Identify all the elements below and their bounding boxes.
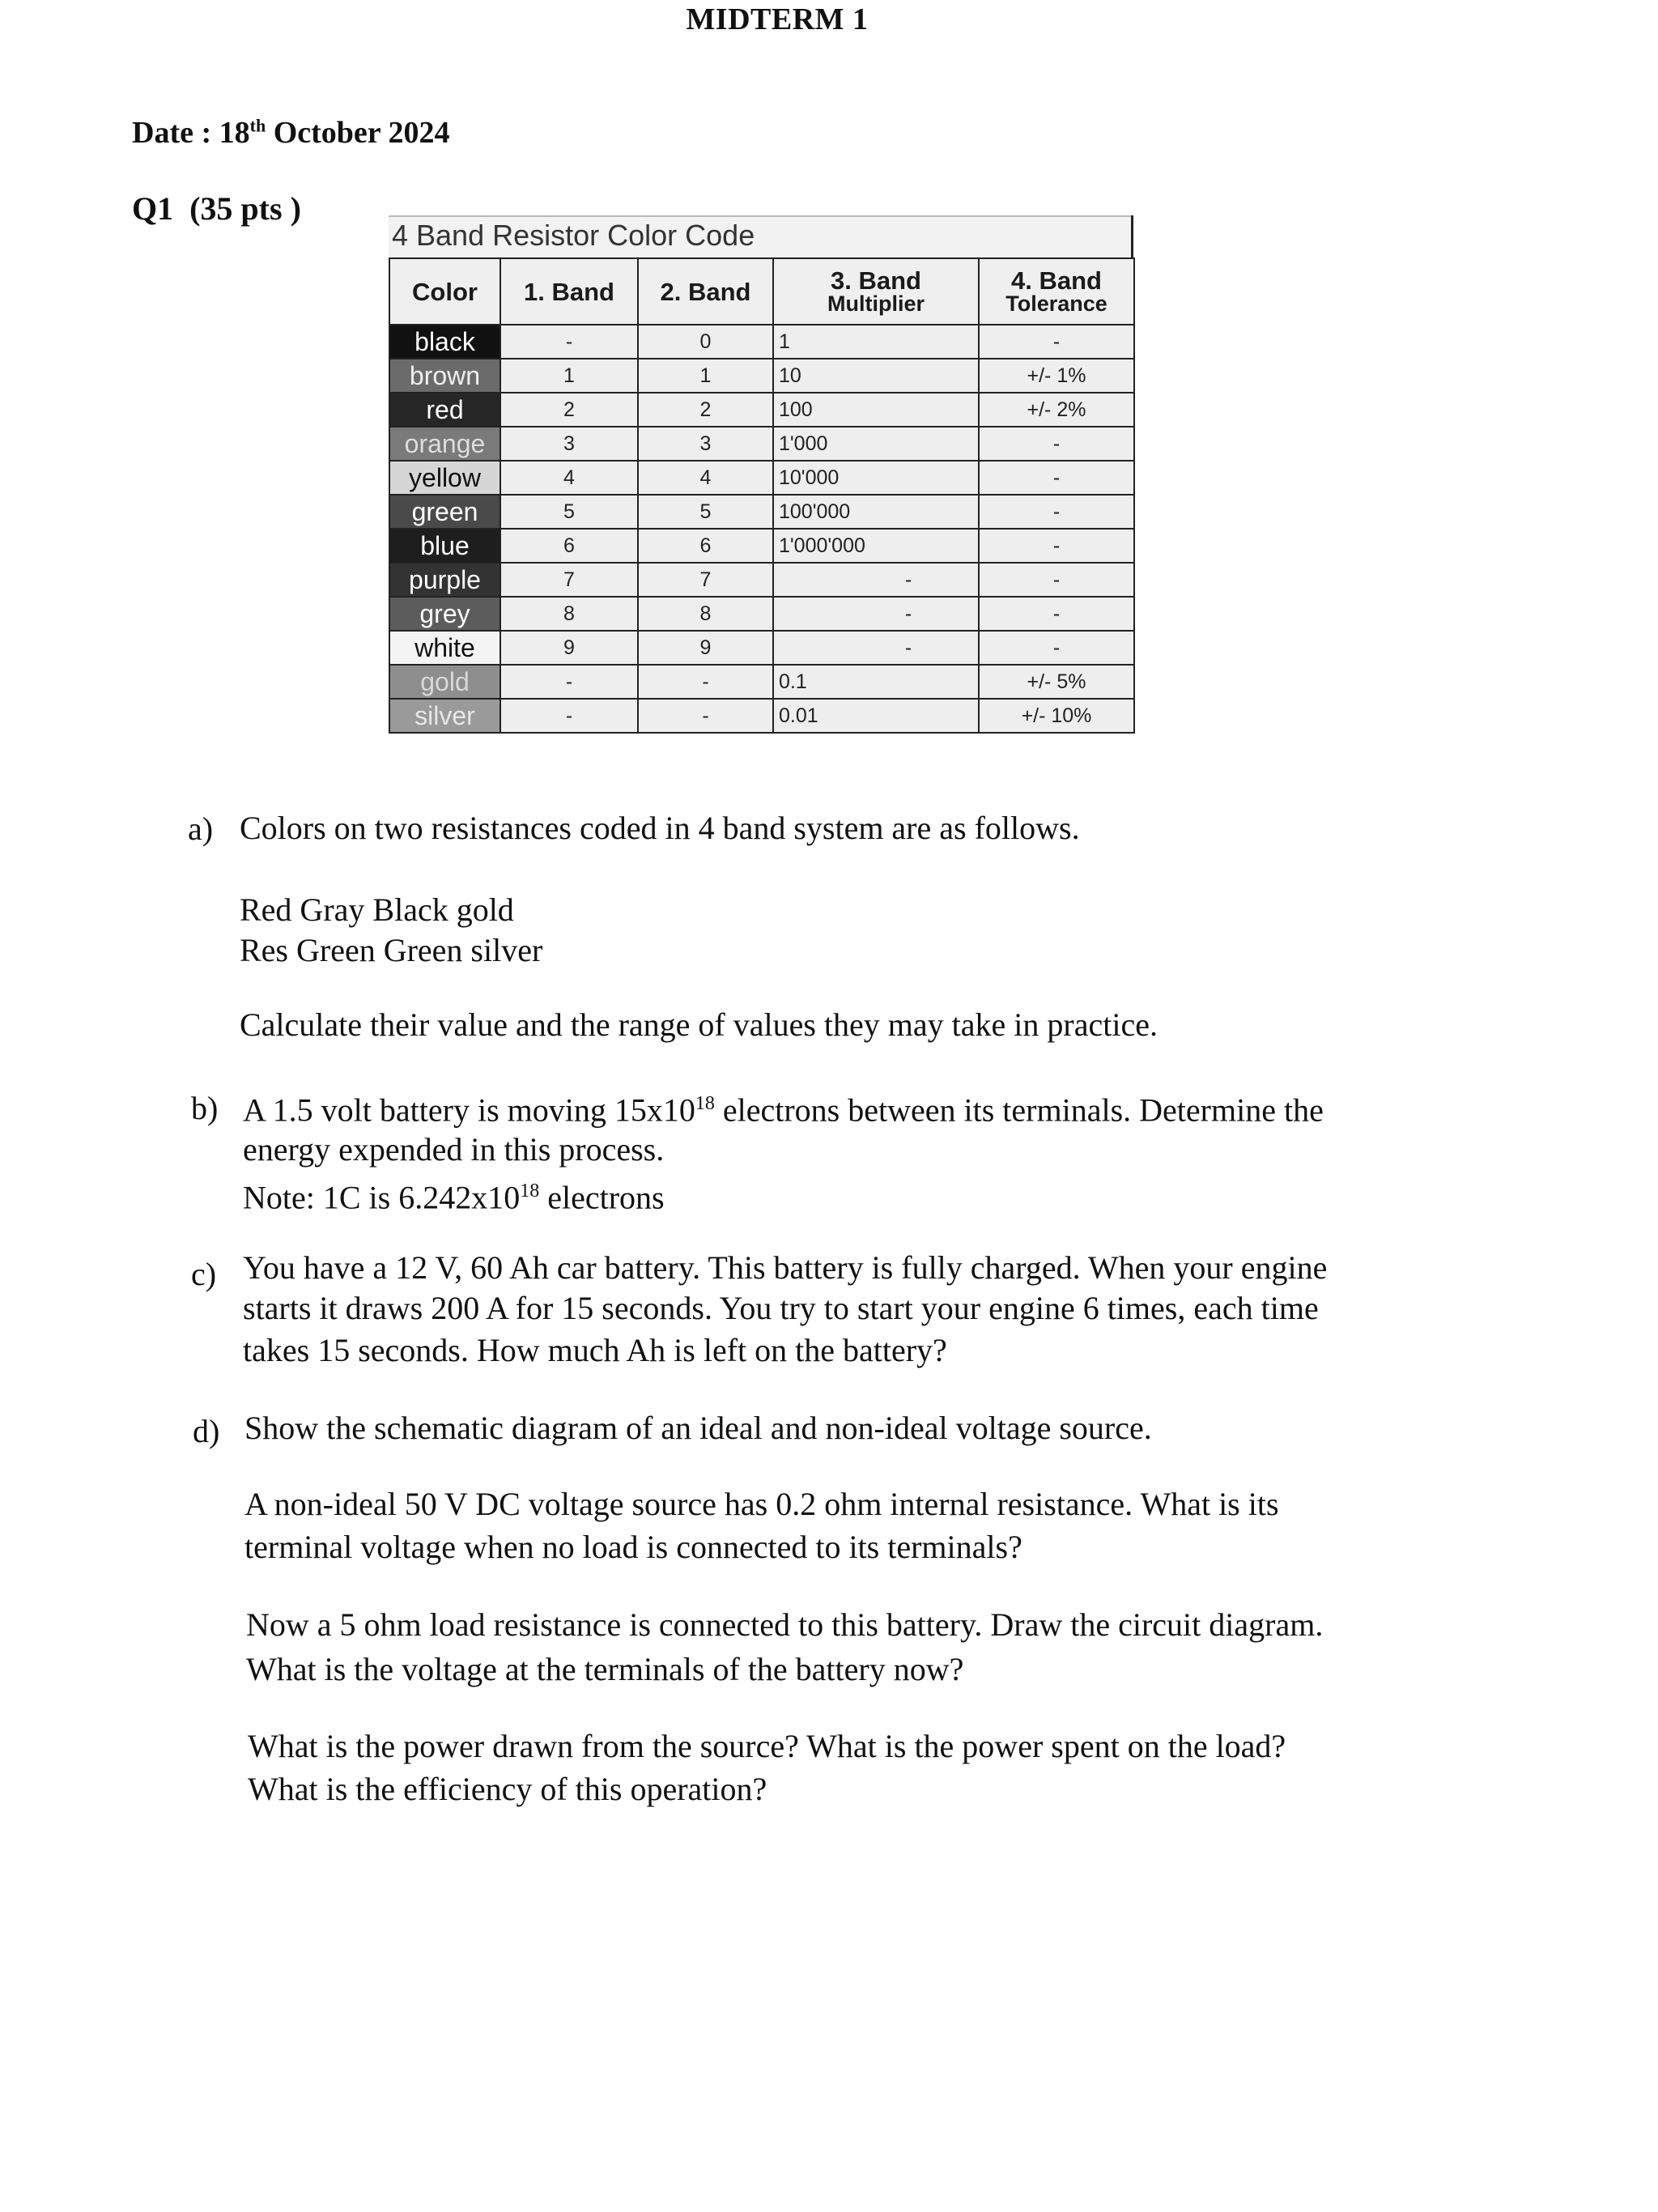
multiplier-cell: 100 [773,393,979,427]
multiplier-cell: 10'000 [773,461,979,495]
tolerance-cell: +/- 1% [979,359,1134,393]
band2-cell: - [638,665,773,699]
header-band3-sub: Multiplier [827,291,925,316]
band1-cell: 2 [500,393,638,427]
table-row [389,495,1134,529]
tolerance-cell: - [979,631,1134,665]
question-d-p3-line1: Now a 5 ohm load resistance is connected to this battery. Draw the circuit diagram. [246,1606,1324,1643]
question-d-p3-line2: What is the voltage at the terminals of the battery now? [246,1651,964,1687]
band2-cell: 9 [638,631,773,665]
question-b-line1 [243,1082,1324,1132]
header-color: Color [389,258,500,325]
question-b-line1-a: A 1.5 volt battery is moving 15x10 [243,1091,695,1129]
tolerance-cell: - [979,529,1134,563]
band2-cell: 0 [638,325,773,359]
table-row [389,393,1134,427]
tolerance-cell: - [979,427,1134,461]
resistor-color-code-table [389,215,1133,734]
question-d-p4-line1: What is the power drawn from the source? What is the power spent on the load? [248,1728,1286,1764]
tolerance-cell: +/- 10% [979,699,1134,733]
header-band4 [979,258,1134,325]
exam-date [132,115,449,151]
question-b-line3-a: Note: 1C is 6.242x10 [243,1179,521,1216]
tolerance-cell: - [979,597,1134,631]
header-band4-sub: Tolerance [1005,291,1107,316]
band1-cell: 7 [500,563,638,597]
color-name-cell: brown [389,359,500,393]
band2-cell: 7 [638,563,773,597]
page-title: MIDTERM 1 [686,2,869,36]
multiplier-cell: 1'000 [773,427,979,461]
table-row [389,359,1134,393]
multiplier-cell: 100'000 [773,495,979,529]
table-row [389,529,1134,563]
band1-cell: 6 [500,529,638,563]
question-d-p4-line2: What is the efficiency of this operation? [248,1771,767,1807]
question-b-line1-b: electrons between its terminals. Determine the [714,1091,1324,1129]
band1-cell: - [500,325,638,359]
table-row [389,597,1134,631]
question-b-line1-exp: 18 [695,1093,715,1114]
exam-date-ordinal: th [249,115,266,136]
band1-cell: 3 [500,427,638,461]
color-name-cell: grey [389,597,500,631]
color-name-cell: blue [389,529,500,563]
multiplier-cell: 10 [773,359,979,393]
table-row [389,665,1134,699]
multiplier-cell: - [773,631,979,665]
color-name-cell: green [389,495,500,529]
header-band1: 1. Band [500,258,638,325]
question-label: Q1 (35 pts ) [132,190,301,227]
color-name-cell: white [389,631,500,665]
band2-cell: 1 [638,359,773,393]
question-a-line1: Colors on two resistances coded in 4 band system are as follows. [240,810,1080,846]
question-d-p2-line2: terminal voltage when no load is connected to its terminals? [244,1529,1022,1565]
tolerance-cell: - [979,461,1134,495]
question-b-line3 [243,1169,665,1219]
table-row [389,699,1134,733]
question-d-label: d) [193,1413,220,1449]
band2-cell: 4 [638,461,773,495]
band2-cell: 6 [638,529,773,563]
question-b-line3-b: electrons [539,1179,665,1216]
question-a-code1: Red Gray Black gold [240,891,514,928]
color-name-cell: purple [389,563,500,597]
table-header-row [389,258,1134,325]
table-title: 4 Band Resistor Color Code [392,219,755,252]
exam-date-prefix: Date : 18 [132,116,250,150]
table-row [389,325,1134,359]
tolerance-cell: - [979,563,1134,597]
question-b-line2: energy expended in this process. [243,1131,665,1168]
color-name-cell: silver [389,699,500,733]
question-c-label: c) [191,1256,217,1292]
band1-cell: - [500,665,638,699]
resistor-table-grid [389,257,1135,734]
header-band2: 2. Band [638,258,773,325]
band1-cell: 5 [500,495,638,529]
question-b-line3-exp: 18 [520,1180,540,1202]
header-band3-title: 3. Band [831,266,921,295]
question-a-code2: Res Green Green silver [240,932,543,968]
question-d-p2-line1: A non-ideal 50 V DC voltage source has 0.2 ohm internal resistance. What is its [244,1486,1279,1522]
color-name-cell: gold [389,665,500,699]
question-c-line1: You have a 12 V, 60 Ah car battery. This battery is fully charged. When your engine [243,1249,1328,1286]
band2-cell: 8 [638,597,773,631]
question-c-line3: takes 15 seconds. How much Ah is left on the battery? [243,1332,947,1368]
tolerance-cell: +/- 2% [979,393,1134,427]
multiplier-cell: 0.1 [773,665,979,699]
band1-cell: 4 [500,461,638,495]
exam-date-suffix: October 2024 [266,116,450,150]
multiplier-cell: - [773,563,979,597]
header-band4-title: 4. Band [1011,266,1102,295]
question-a-label: a) [188,810,214,847]
band2-cell: 5 [638,495,773,529]
tolerance-cell: - [979,325,1134,359]
table-row [389,427,1134,461]
question-a-line2: Calculate their value and the range of values they may take in practice. [240,1006,1158,1043]
color-name-cell: orange [389,427,500,461]
multiplier-cell: - [773,597,979,631]
tolerance-cell: - [979,495,1134,529]
table-row [389,563,1134,597]
question-d-line1: Show the schematic diagram of an ideal and non-ideal voltage source. [244,1410,1152,1446]
color-name-cell: red [389,393,500,427]
multiplier-cell: 1'000'000 [773,529,979,563]
color-name-cell: yellow [389,461,500,495]
table-row [389,631,1134,665]
band2-cell: - [638,699,773,733]
multiplier-cell: 0.01 [773,699,979,733]
band1-cell: 1 [500,359,638,393]
band1-cell: 9 [500,631,638,665]
band1-cell: - [500,699,638,733]
table-row [389,461,1134,495]
color-name-cell: black [389,325,500,359]
table-top-border [389,215,1133,217]
header-band3 [773,258,979,325]
band2-cell: 3 [638,427,773,461]
tolerance-cell: +/- 5% [979,665,1134,699]
question-b-label: b) [191,1090,219,1126]
multiplier-cell: 1 [773,325,979,359]
band1-cell: 8 [500,597,638,631]
band2-cell: 2 [638,393,773,427]
table-body [389,325,1134,733]
question-c-line2: starts it draws 200 A for 15 seconds. You try to start your engine 6 times, each time [243,1290,1319,1326]
